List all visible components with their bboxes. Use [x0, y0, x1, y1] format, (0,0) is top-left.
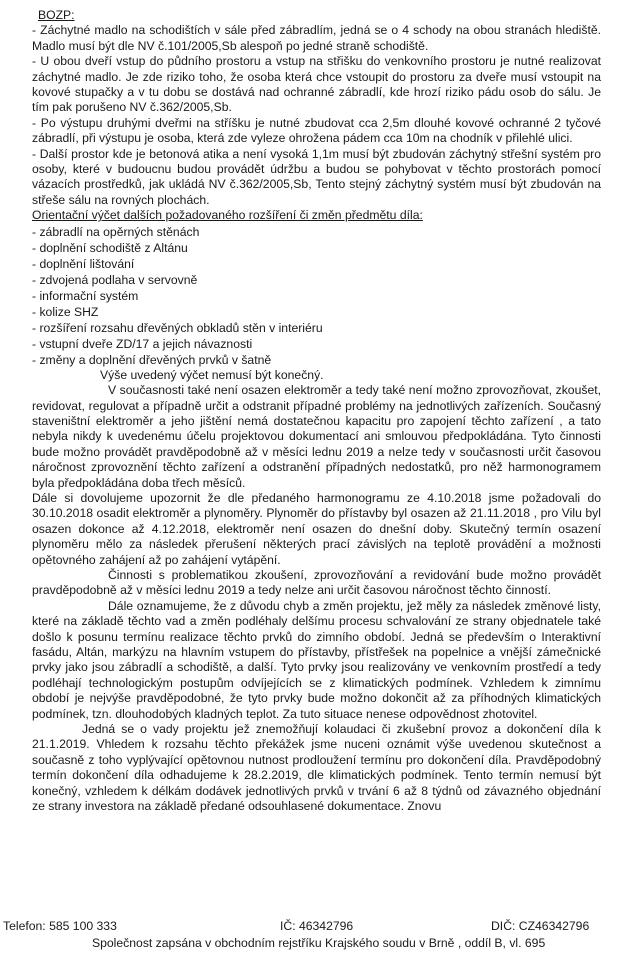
bozp-item: - U obou dveří vstup do půdního prostoru a vstup na střišku do venkovního prostoru je nutné realizovat záchytné madlo. Je zde riziko toho, že osoba která chce vstoupit do prostoru za dveře musí vstoupit na kovové stupačky a v tu dobu se dostává nad ochranné zábradlí, kde hrozí riziko pádu osob do sálu. Je tím pak porušeno NV č.362/2005,Sb. — [32, 54, 601, 115]
footer-contact-row — [0, 918, 623, 935]
list-item: - zdvojená podlaha v servovně — [32, 272, 601, 288]
paragraph-project-defects: Jedná se o vady projektu jež znemožňují kolaudaci či zkušební provoz a dokončení díla k 21.1.2019. Vhledem k rozsahu těchto překážek jsme nuceni oznámit výše uvedenou skutečnost a současně z toho vyplývající opětovnou nutnost prodloužení termínu pro dokončení díla. Pravděpodobný termín dokončení díla odhadujeme k 28.2.2019, dle klimatických podmínek. Tento termín nemusí být konečný, vzhledem k délkám dodávek jednotlivých prvků v trvání 6 až 8 týdnů od závazného objednání ze strany investora na základě předané odsouhlasené dokumentace. Znovu — [32, 722, 601, 814]
list-title: Orientační výčet dalších požadovaného rozšíření či změn předmětu díla: — [32, 208, 423, 223]
list-item: - informační systém — [32, 288, 601, 304]
section-heading-bozp: BOZP: — [38, 8, 75, 22]
bozp-item: - Další prostor kde je betonová atika a není vysoká 1,1m musí být zbudován záchytný střešní systém pro osoby, které v budoucnu budou provádět údržbu a budou se pohybovat v těchto prostorách pomocí vázacích prostředků, jak ukládá NV č.362/2005,Sb, Tento stejný záchytný systém musí být zbudován na střeše sálu na rovných plochách. — [32, 146, 601, 207]
list-item: - kolize SHZ — [32, 304, 601, 320]
list-item: - doplnění lištování — [32, 256, 601, 272]
footer-dic: DIČ: CZ46342796 — [491, 919, 590, 933]
paragraph-harmonogram: Dále si dovolujeme upozornit že dle předaného harmonogramu ze 4.10.2018 jsme požadovali do 30.10.2018 osadit elektroměr a plynoměry. Plynoměr do přístavby byl osazen až 21.11.2018 , pro Vilu byl osazen dokonce až 4.12.2018, elektroměr není osazen do dnešní doby. Skutečný termín osazení plynoměru mělo za následek přerušení některých prací závislých na teplotě provádění a možnosti opětovného zahájení až po zahájení vytápění. — [32, 490, 601, 567]
list-item: - vstupní dveře ZD/17 a jejich návaznosti — [32, 336, 601, 352]
footer-registration: Společnost zapsána v obchodním rejstříku Krajského soudu v Brně , oddíl B, vl. 695 — [92, 936, 546, 950]
paragraph-electricity-meter: V současnosti také není osazen elektroměr a tedy také není možno zprovozňovat, zkoušet, revidovat, regulovat a případně určit a odstranit případné problémy na jednotlivých zařízeních. Současný staveništní elektroměr a jeho jištění nemá dostatečnou kapacitu pro zapojení těchto zařízení , a tato nebyla nikdy k uvedenému účelu projektovou dokumentací ani smlouvou předpokládána. Tyto činnosti bude možno provádět pravděpodobně až v měsíci lednu 2019 a nelze tedy v současnosti určit časovou náročnost zprovoznění těchto zařízení a odstranění případných nedostatků, pro něž harmonogramem byla předpokládána doba třech měsíců. — [32, 383, 601, 490]
change-list — [32, 224, 601, 368]
bozp-item: - Po výstupu druhými dveřmi na stříšku je nutné zbudovat cca 2,5m dlouhé kovové ochranné 2 tyčové zábradlí, při výstupu je osoba, která zde vyleze ohrožena pádem cca 10m na chodník v přilehlé ulici. — [32, 115, 601, 146]
footer-phone: Telefon: 585 100 333 — [3, 919, 117, 933]
list-item: - rozšíření rozsahu dřevěných obkladů stěn v interiéru — [32, 320, 601, 336]
bozp-section — [32, 23, 601, 208]
paragraph-project-changes: Dále oznamujeme, že z důvodu chyb a změn projektu, jež měly za následek změnové listy, které na základě těchto vad a změn podléhaly delšímu procesu schvalování ze strany objednatele také došlo k posunu termínu realizace těchto prvků do zimního období. Jedná se především o Interaktivní fasádu, Altán, markýzu na hlavním vstupem do přístavby, přístřešek na popelnice a vnější zámečnické prvky jako jsou zábradlí a schodiště, a další. Tyto prvky jsou realizovány ve venkovním prostředí a tedy podléhají technologickým postupům odvíjejících se z klimatických podmínek. Vzhledem k zimnímu období je nejvýše pravděpodobné, že tyto prvky bude možno dokončit až za příhodných klimatických podmínek, tzn. dlouhodobých kladných teplot. Za tuto situace nenese odpovědnost zhotovitel. — [32, 598, 601, 721]
list-item: - změny a doplnění dřevěných prvků v šatně — [32, 352, 601, 368]
paragraph-testing: Činnosti s problematikou zkoušení, zprovozňování a revidování bude možno provádět pravděpodobně až v měsíci lednu 2019 a tedy nelze ani určit časovou náročnost těchto činností. — [32, 567, 601, 598]
list-note: Výše uvedený výčet nemusí být konečný. — [100, 367, 324, 382]
bozp-item: - Záchytné madlo na schodištích v sále před zábradlím, jedná se o 4 schody na obou stranách hlediště. Madlo musí být dle NV č.101/2005,Sb alespoň po jedné straně schodiště. — [32, 23, 601, 53]
footer — [0, 918, 623, 951]
list-item: - zábradlí na opěrných stěnách — [32, 224, 601, 240]
footer-ic: IČ: 46342796 — [280, 919, 354, 933]
list-item: - doplnění schodiště z Altánu — [32, 240, 601, 256]
